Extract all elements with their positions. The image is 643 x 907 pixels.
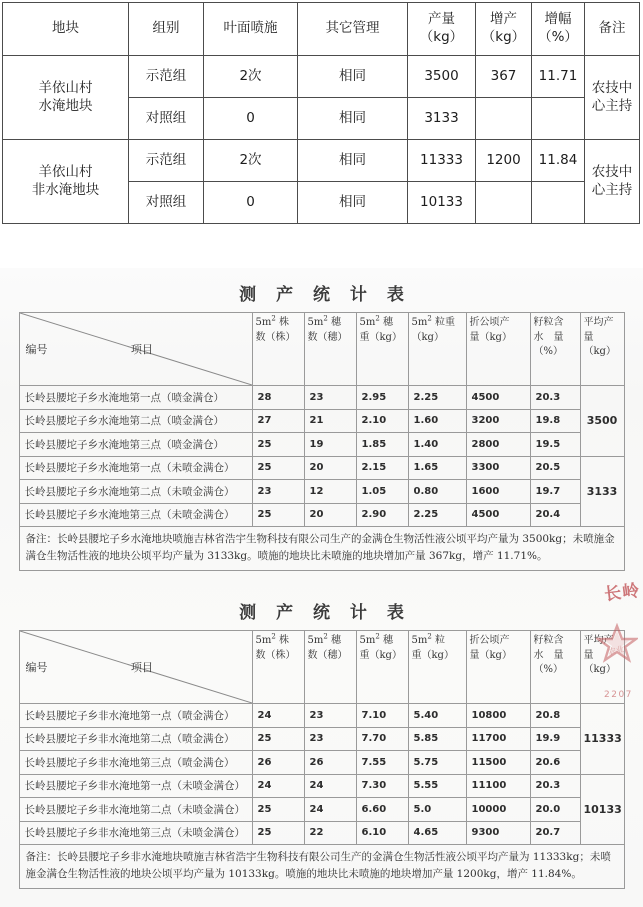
stat-ears-cell: 19 <box>304 433 356 457</box>
header-unit: （kg） <box>419 29 464 45</box>
stat-grain-weight-cell: 1.65 <box>408 456 466 480</box>
stat-row-label: 长岭县腰坨子乡水淹地第一点（喷金满仓） <box>19 386 252 410</box>
summary-spray-cell: 2次 <box>204 56 298 98</box>
remark-line: 心主持 <box>591 97 633 114</box>
stat-moisture-cell: 20.5 <box>530 456 580 480</box>
summary-other-management-cell: 相同 <box>298 56 408 98</box>
header-unit: （%） <box>538 29 578 45</box>
stat-ear-weight-cell: 6.60 <box>356 798 408 822</box>
stat-col-header: $5m^2$ 穗 数（穗） <box>304 313 356 386</box>
stat-row-label: 长岭县腰坨子乡水淹地第三点（喷金满仓） <box>19 433 252 457</box>
stat-table-block-nonflooded <box>0 598 643 889</box>
stat-table-row <box>19 798 624 822</box>
stat-col-header: $5m^2$ 粒重 （kg） <box>408 313 466 386</box>
summary-percent-cell: 11.71 <box>532 56 585 98</box>
stat-moisture-cell: 20.3 <box>530 774 580 798</box>
summary-col-header: 其它管理 <box>298 3 408 56</box>
stat-corner-cell <box>19 631 252 704</box>
red-stamp-digits: 2207 <box>604 690 633 700</box>
stat-row-label: 长岭县腰坨子乡水淹地第三点（未喷金满仓） <box>19 503 252 527</box>
stat-plants-cell: 25 <box>252 821 304 845</box>
stat-grain-weight-cell: 1.60 <box>408 409 466 433</box>
stat-row-label: 长岭县腰坨子乡非水淹地第三点（喷金满仓） <box>19 751 252 775</box>
stat-plants-cell: 25 <box>252 727 304 751</box>
plot-name-line: 羊依山村 <box>38 163 93 180</box>
summary-spray-cell: 0 <box>204 182 298 224</box>
summary-yield-cell: 3133 <box>408 98 476 140</box>
stat-grain-weight-cell: 2.25 <box>408 503 466 527</box>
summary-group-cell: 对照组 <box>129 98 204 140</box>
stat-grain-weight-cell: 0.80 <box>408 480 466 504</box>
summary-increase-cell: 1200 <box>476 140 532 182</box>
stat-plants-cell: 25 <box>252 456 304 480</box>
stat-ears-cell: 26 <box>304 751 356 775</box>
stat-per-hectare-cell: 10800 <box>466 704 530 728</box>
stat-plants-cell: 26 <box>252 751 304 775</box>
summary-table <box>2 2 640 224</box>
stat-note-cell: 备注：长岭县腰坨子乡水淹地块喷施吉林省浩宇生物科技有限公司生产的金满仓生物活性液公顷平均产量为 3500kg；未喷施金满仓生物活性液的地块公顷平均产量为 3133kg。喷施的地块比未喷施的地块增加产量 367kg，增产 11.71%。 <box>19 527 624 571</box>
stat-ears-cell: 23 <box>304 704 356 728</box>
summary-col-header <box>476 3 532 56</box>
summary-table-container <box>2 2 639 224</box>
summary-col-header: 备注 <box>585 3 640 56</box>
stat-ear-weight-cell: 1.85 <box>356 433 408 457</box>
header-unit: （kg） <box>481 29 526 45</box>
summary-plot-name <box>3 56 129 140</box>
stat-col-header: 折公顷产 量（kg） <box>466 313 530 386</box>
stat-plants-cell: 25 <box>252 798 304 822</box>
stat-col-header: 平均产 量 （kg） <box>580 313 624 386</box>
stat-table-row <box>19 704 624 728</box>
stat-ears-cell: 12 <box>304 480 356 504</box>
stat-ear-weight-cell: 7.55 <box>356 751 408 775</box>
stat-note-cell: 备注：长岭县腰坨子乡非水淹地块喷施吉林省浩宇生物科技有限公司生产的金满仓生物活性液公顷平均产量为 11333kg；未喷施金满仓生物活性液的地块公顷平均产量为 10133kg。喷施的地块比未喷施的地块增加产量 1200kg，增产 11.84%。 <box>19 845 624 889</box>
stat-moisture-cell: 20.7 <box>530 821 580 845</box>
summary-group-cell: 示范组 <box>129 56 204 98</box>
header-line: 增幅 <box>544 11 572 28</box>
stat-per-hectare-cell: 10000 <box>466 798 530 822</box>
remark-line: 农技中 <box>591 79 633 96</box>
stat-row-label: 长岭县腰坨子乡水淹地第一点（未喷金满仓） <box>19 456 252 480</box>
stat-row-label: 长岭县腰坨子乡非水淹地第二点（未喷金满仓） <box>19 798 252 822</box>
summary-col-header: 地块 <box>3 3 129 56</box>
header-line: 增产 <box>490 11 517 28</box>
summary-percent-cell: 11.84 <box>532 140 585 182</box>
stat-moisture-cell: 20.3 <box>530 386 580 410</box>
stat-corner-cell <box>19 313 252 386</box>
stat-plants-cell: 25 <box>252 433 304 457</box>
stat-corner-row-label: 编号 <box>25 661 48 674</box>
stat-table-title: 测 产 统 计 表 <box>239 285 411 305</box>
stat-average-yield-cell: 11333 <box>580 704 624 775</box>
stat-table-row <box>19 386 624 410</box>
stat-ears-cell: 22 <box>304 821 356 845</box>
stat-plants-cell: 28 <box>252 386 304 410</box>
stat-row-label: 长岭县腰坨子乡非水淹地第三点（未喷金满仓） <box>19 821 252 845</box>
summary-group-cell: 示范组 <box>129 140 204 182</box>
stat-per-hectare-cell: 4500 <box>466 386 530 410</box>
stat-ear-weight-cell: 1.05 <box>356 480 408 504</box>
summary-increase-cell: 367 <box>476 56 532 98</box>
stat-ears-cell: 21 <box>304 409 356 433</box>
stat-ear-weight-cell: 2.95 <box>356 386 408 410</box>
summary-other-management-cell: 相同 <box>298 182 408 224</box>
stat-plants-cell: 27 <box>252 409 304 433</box>
stat-ear-weight-cell: 2.15 <box>356 456 408 480</box>
stat-ears-cell: 20 <box>304 456 356 480</box>
stat-ear-weight-cell: 2.90 <box>356 503 408 527</box>
stat-grain-weight-cell: 5.85 <box>408 727 466 751</box>
stat-per-hectare-cell: 11700 <box>466 727 530 751</box>
stat-plants-cell: 23 <box>252 480 304 504</box>
stat-per-hectare-cell: 4500 <box>466 503 530 527</box>
stat-col-header: 籽粒含 水 量 （%） <box>530 631 580 704</box>
summary-spray-cell: 2次 <box>204 140 298 182</box>
summary-col-header <box>532 3 585 56</box>
stat-moisture-cell: 19.5 <box>530 433 580 457</box>
stat-ear-weight-cell: 7.30 <box>356 774 408 798</box>
summary-header-row <box>3 3 640 56</box>
summary-remark-cell <box>585 56 640 140</box>
stat-per-hectare-cell: 3300 <box>466 456 530 480</box>
stat-col-header: 折公顷产 量（kg） <box>466 631 530 704</box>
stat-row-label: 长岭县腰坨子乡水淹地第二点（喷金满仓） <box>19 409 252 433</box>
summary-remark-cell <box>585 140 640 224</box>
stat-table-row <box>19 480 624 504</box>
red-stamp-text-icon: 长岭 <box>603 580 642 606</box>
summary-percent-cell <box>532 182 585 224</box>
stat-moisture-cell: 20.0 <box>530 798 580 822</box>
summary-col-header: 组别 <box>129 3 204 56</box>
stat-table-row <box>19 409 624 433</box>
stat-table-row <box>19 456 624 480</box>
stat-per-hectare-cell: 9300 <box>466 821 530 845</box>
stat-corner-col-label: 项目 <box>130 343 153 356</box>
stat-moisture-cell: 20.6 <box>530 751 580 775</box>
stat-col-header: 平均产 量（kg） <box>580 631 624 704</box>
stat-grain-weight-cell: 5.40 <box>408 704 466 728</box>
stat-per-hectare-cell: 2800 <box>466 433 530 457</box>
stat-average-yield-cell: 3133 <box>580 456 624 527</box>
stat-ear-weight-cell: 7.70 <box>356 727 408 751</box>
stat-grain-weight-cell: 1.40 <box>408 433 466 457</box>
stat-table-row <box>19 821 624 845</box>
stat-table-block-flooded <box>0 280 643 571</box>
summary-yield-cell: 10133 <box>408 182 476 224</box>
plot-name-line: 水淹地块 <box>38 97 93 114</box>
summary-spray-cell: 0 <box>204 98 298 140</box>
stat-corner-row-label: 编号 <box>25 343 48 356</box>
stat-moisture-cell: 19.8 <box>530 409 580 433</box>
stat-table-nonflooded <box>19 630 625 889</box>
header-line: 产量 <box>428 11 455 28</box>
stat-row-label: 长岭县腰坨子乡非水淹地第一点（喷金满仓） <box>19 704 252 728</box>
stat-ears-cell: 20 <box>304 503 356 527</box>
stat-row-label: 长岭县腰坨子乡水淹地第二点（未喷金满仓） <box>19 480 252 504</box>
stat-ear-weight-cell: 2.10 <box>356 409 408 433</box>
summary-plot-name <box>3 140 129 224</box>
stat-ears-cell: 23 <box>304 386 356 410</box>
stat-table-title: 测 产 统 计 表 <box>239 603 411 623</box>
stat-table-row <box>19 433 624 457</box>
stat-col-header: $5m^2$ 粒 重（kg） <box>408 631 466 704</box>
stat-grain-weight-cell: 5.75 <box>408 751 466 775</box>
stat-ear-weight-cell: 6.10 <box>356 821 408 845</box>
stat-plants-cell: 25 <box>252 503 304 527</box>
remark-line: 心主持 <box>591 181 633 198</box>
stat-header-row <box>19 631 624 704</box>
summary-increase-cell <box>476 182 532 224</box>
stat-moisture-cell: 20.8 <box>530 704 580 728</box>
summary-group-cell: 对照组 <box>129 182 204 224</box>
stat-col-header: $5m^2$ 株 数（株） <box>252 313 304 386</box>
stat-col-header: $5m^2$ 穗 重（kg） <box>356 631 408 704</box>
stat-table-row <box>19 751 624 775</box>
stat-per-hectare-cell: 11500 <box>466 751 530 775</box>
stat-ears-cell: 23 <box>304 727 356 751</box>
summary-increase-cell <box>476 98 532 140</box>
stat-corner-col-label: 项目 <box>130 661 153 674</box>
stat-grain-weight-cell: 5.0 <box>408 798 466 822</box>
summary-yield-cell: 3500 <box>408 56 476 98</box>
stat-table-row <box>19 774 624 798</box>
summary-table-row <box>3 140 640 182</box>
stat-col-header: $5m^2$ 穗 数（穗） <box>304 631 356 704</box>
stat-row-label: 长岭县腰坨子乡非水淹地第二点（喷金满仓） <box>19 727 252 751</box>
stat-plants-cell: 24 <box>252 704 304 728</box>
plot-name-line: 非水淹地块 <box>31 181 100 198</box>
summary-yield-cell: 11333 <box>408 140 476 182</box>
stat-grain-weight-cell: 2.25 <box>408 386 466 410</box>
summary-col-header <box>408 3 476 56</box>
stat-plants-cell: 24 <box>252 774 304 798</box>
stat-table-row <box>19 503 624 527</box>
stat-per-hectare-cell: 11100 <box>466 774 530 798</box>
stat-col-header: $5m^2$ 株 数（株） <box>252 631 304 704</box>
summary-table-row <box>3 56 640 98</box>
stat-per-hectare-cell: 1600 <box>466 480 530 504</box>
stat-average-yield-cell: 3500 <box>580 386 624 457</box>
stat-moisture-cell: 19.9 <box>530 727 580 751</box>
stat-ears-cell: 24 <box>304 798 356 822</box>
stat-header-row <box>19 313 624 386</box>
stat-table-row <box>19 727 624 751</box>
stat-grain-weight-cell: 4.65 <box>408 821 466 845</box>
summary-other-management-cell: 相同 <box>298 98 408 140</box>
stat-average-yield-cell: 10133 <box>580 774 624 845</box>
stat-col-header: 籽粒含 水 量 （%） <box>530 313 580 386</box>
stat-per-hectare-cell: 3200 <box>466 409 530 433</box>
stat-row-label: 长岭县腰坨子乡非水淹地第一点（未喷金满仓） <box>19 774 252 798</box>
stat-grain-weight-cell: 5.55 <box>408 774 466 798</box>
remark-line: 农技中 <box>591 163 633 180</box>
stat-ear-weight-cell: 7.10 <box>356 704 408 728</box>
stat-table-flooded <box>19 312 625 571</box>
stat-ears-cell: 24 <box>304 774 356 798</box>
plot-name-line: 羊依山村 <box>38 79 93 96</box>
stat-note-row <box>19 527 624 571</box>
summary-other-management-cell: 相同 <box>298 140 408 182</box>
stat-col-header: $5m^2$ 穗 重（kg） <box>356 313 408 386</box>
stat-note-row <box>19 845 624 889</box>
stat-moisture-cell: 19.7 <box>530 480 580 504</box>
red-stamp-arc-text-icon: 农业 <box>607 644 625 657</box>
stat-moisture-cell: 20.4 <box>530 503 580 527</box>
summary-col-header: 叶面喷施 <box>204 3 298 56</box>
summary-percent-cell <box>532 98 585 140</box>
